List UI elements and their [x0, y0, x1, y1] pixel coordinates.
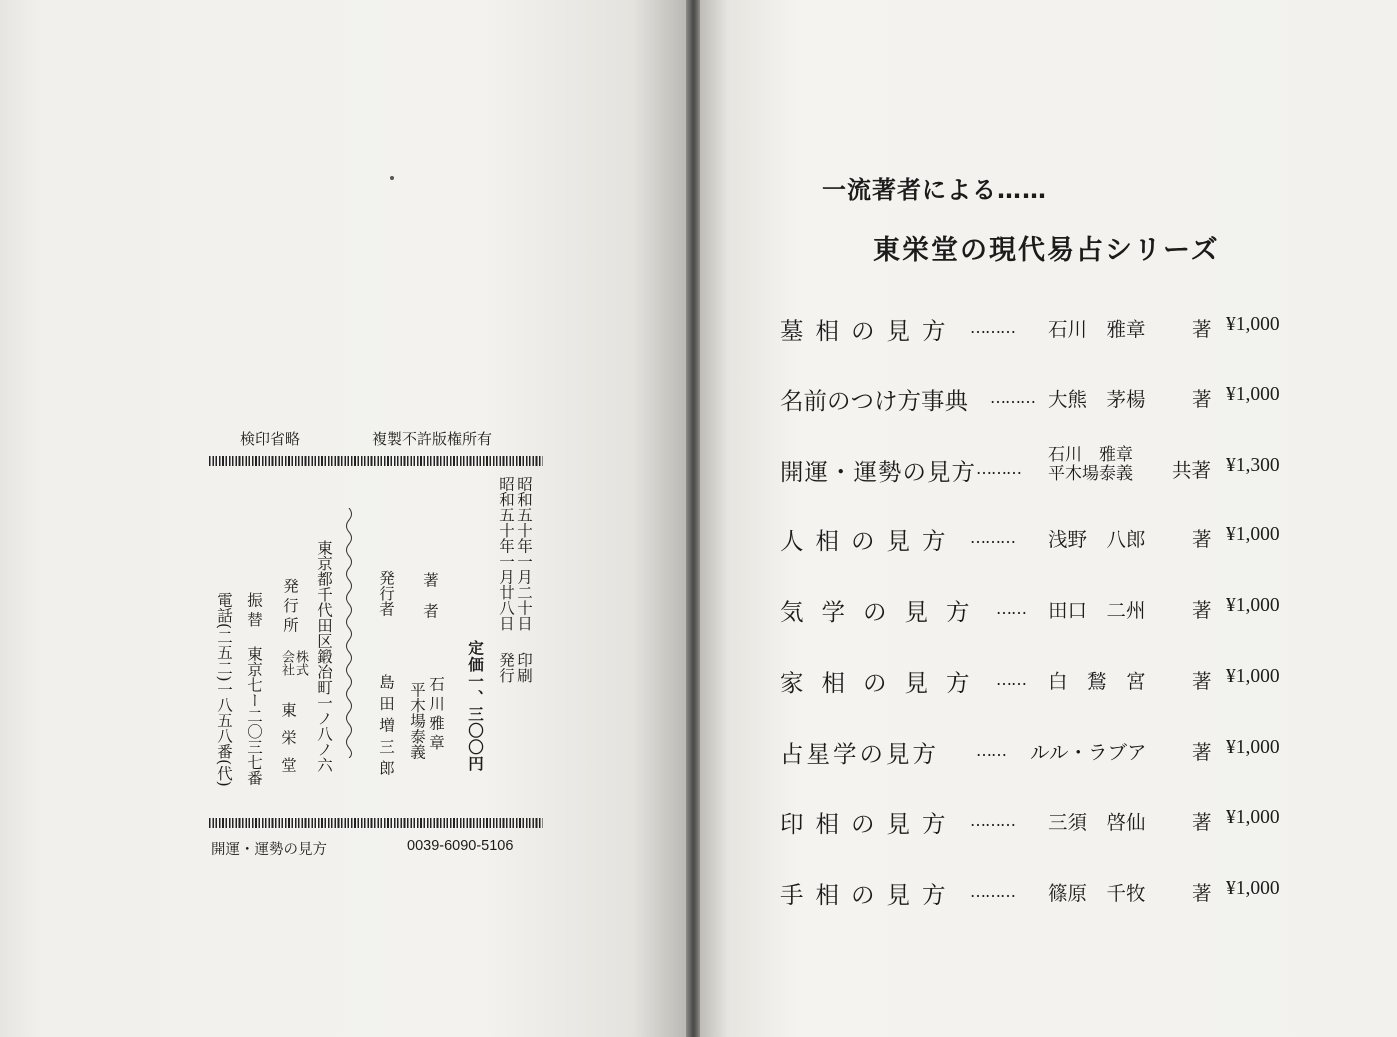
- ad-heading: 一流著者による……: [822, 176, 1047, 204]
- author-role: 著: [1192, 599, 1212, 622]
- company-type: 株式会社: [279, 650, 308, 676]
- book-author: 石川 雅章: [1048, 318, 1146, 341]
- series-title: 東栄堂の現代易占シリーズ: [873, 235, 1220, 266]
- book-author-pair: [1048, 446, 1133, 484]
- book-entry: [780, 382, 1310, 416]
- book-title: 家相の見方: [780, 669, 988, 697]
- publish-label: 発行: [497, 652, 515, 683]
- publisher-name: 島田増三郎: [377, 674, 395, 782]
- author-role: 著: [1192, 388, 1212, 411]
- leader-dots: ………: [970, 318, 1015, 337]
- publisher-label: 発行者: [377, 570, 395, 617]
- book-entry: [780, 735, 1310, 769]
- book-entry: [780, 312, 1310, 346]
- book-author: ルル・ラブア: [1030, 741, 1147, 764]
- book-entry: [780, 876, 1310, 910]
- book-author: 石川 雅章: [1048, 445, 1133, 465]
- leader-dots: ………: [976, 459, 1021, 478]
- stamp-omitted-note: 検印省略: [240, 430, 301, 448]
- book-author: 篠原 千牧: [1048, 882, 1146, 905]
- book-title: 名前のつけ方事典: [780, 387, 968, 415]
- wavy-divider: [342, 508, 356, 758]
- print-label: 印刷: [515, 652, 533, 683]
- hatched-rule-bottom: [209, 818, 543, 828]
- book-author: 田口 二州: [1048, 599, 1146, 622]
- print-date: 昭和五十年一月二十日: [515, 476, 533, 631]
- book-code: 0039-6090-5106: [407, 838, 514, 854]
- author-name-1: 石川雅章: [427, 676, 445, 754]
- book-title: 墓相の見方: [780, 317, 958, 345]
- transfer-label: 振替: [245, 592, 263, 631]
- book-entry: [780, 445, 1310, 487]
- author-role: 著: [1192, 882, 1212, 905]
- colophon: [205, 420, 550, 860]
- list-price: 定価一、三〇〇円: [466, 640, 485, 772]
- book-author: 白 鶖 宮: [1048, 670, 1146, 693]
- colophon-book-title: 開運・運勢の見方: [211, 842, 327, 858]
- leader-dots: ………: [970, 882, 1015, 901]
- book-author: 三須 啓仙: [1048, 811, 1146, 834]
- book-entry: [780, 593, 1310, 627]
- book-price: ¥1,000: [1226, 524, 1280, 545]
- leader-dots: ………: [970, 528, 1015, 547]
- ink-speck: [390, 176, 394, 180]
- leader-dots: ……: [996, 599, 1026, 618]
- book-entry: [780, 664, 1310, 698]
- author-label: 著 者: [421, 572, 439, 619]
- author-role: 著: [1192, 741, 1212, 764]
- author-name-2: 平木場泰義: [408, 682, 426, 760]
- book-coauthor: 平木場泰義: [1048, 464, 1133, 484]
- leader-dots: ……: [996, 670, 1026, 689]
- leader-dots: ………: [970, 811, 1015, 830]
- leader-dots: ……: [976, 741, 1006, 760]
- book-title: 人相の見方: [780, 527, 958, 555]
- book-title: 印相の見方: [780, 810, 958, 838]
- book-title: 気学の見方: [780, 598, 988, 626]
- left-page: [0, 0, 688, 1037]
- book-entry: [780, 805, 1310, 839]
- book-price: ¥1,000: [1226, 878, 1280, 899]
- transfer-number: 東京七ー二〇三七番: [245, 646, 263, 786]
- book-entry: [780, 522, 1310, 556]
- book-price: ¥1,000: [1226, 595, 1280, 616]
- house-label: 発行所: [281, 578, 299, 637]
- author-role: 著: [1192, 670, 1212, 693]
- book-title: 開運・運勢の見方: [780, 458, 976, 486]
- book-price: ¥1,000: [1226, 384, 1280, 405]
- book-price: ¥1,300: [1226, 455, 1280, 476]
- leader-dots: ………: [990, 388, 1035, 407]
- book-title: 占星学の見方: [780, 740, 939, 768]
- book-price: ¥1,000: [1226, 737, 1280, 758]
- author-role: 著: [1192, 811, 1212, 834]
- hatched-rule-top: [209, 456, 543, 466]
- phone-number: 電話(二五二)一八五八番(代): [215, 592, 233, 787]
- company-name: 東栄堂: [279, 702, 297, 785]
- book-author: 大熊 茅楊: [1048, 388, 1146, 411]
- book-title: 手相の見方: [780, 881, 958, 909]
- right-page: [700, 0, 1397, 1037]
- book-price: ¥1,000: [1226, 314, 1280, 335]
- copyright-note: 複製不許版権所有: [372, 430, 493, 448]
- publisher-address: 東京都千代田区鍛冶町一ノ八ノ六: [315, 540, 333, 773]
- author-role: 著: [1192, 528, 1212, 551]
- book-price: ¥1,000: [1226, 666, 1280, 687]
- book-author: 浅野 八郎: [1048, 528, 1146, 551]
- book-price: ¥1,000: [1226, 807, 1280, 828]
- author-role: 著: [1192, 318, 1212, 341]
- publish-date: 昭和五十年一月廿八日: [497, 476, 515, 631]
- author-role: 共著: [1172, 459, 1212, 482]
